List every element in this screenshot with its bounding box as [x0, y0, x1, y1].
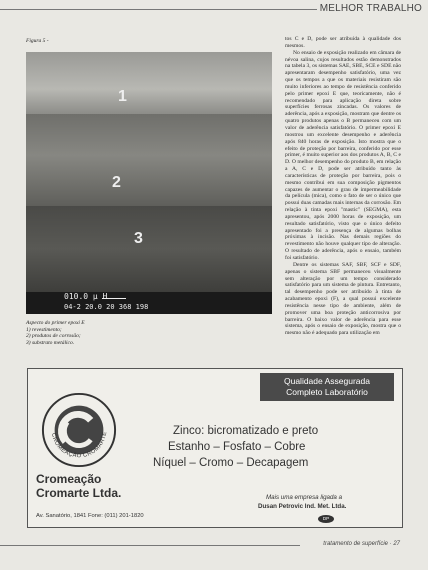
caption-line: 2) produtos de corrosão;	[26, 333, 81, 339]
paragraph: Dentre os sistemas SAF, SBF, SCF e SDF, apenas o sistema SBF permaneceu visualmente sem alteração por um tempo considerado satisfatório para um sistema de pintura. Entretanto, tal desempenho pode ser atribuído à tinta de acabamento epoxi (F), a qual possui excelente resistência nesse tipo de ambiente, além de promover uma boa proteção anticorrosiva por barreira. O baixo valor de aderência para esse sistema, após o ensaio de exposição, mostra que o mesmo não é adequado para utilização em	[285, 261, 401, 337]
micrograph-image	[26, 52, 272, 314]
service-line-2: Estanho – Fosfato – Cobre	[168, 441, 306, 453]
body-text	[285, 36, 401, 337]
paragraph: tos C e D, pode ser atribuída à qualidade dos mesmos.	[285, 36, 401, 49]
substrate-layer	[26, 206, 272, 292]
group-tagline: Mais uma empresa ligada a	[266, 494, 343, 501]
scale-text-2: 04-2 20.0 20 368 198	[64, 303, 149, 311]
scale-bar-area	[26, 292, 272, 314]
caption-line: Aspecto do primer epoxi E	[26, 320, 85, 326]
footer-rule	[0, 545, 300, 546]
logo-ring-text: CROMEAÇÃO CROMARTE	[49, 431, 109, 460]
section-title: MELHOR TRABALHO	[317, 3, 422, 14]
layer-number-1: 1	[118, 88, 127, 105]
quality-box	[260, 373, 394, 401]
layer-number-2: 2	[112, 174, 121, 191]
figure-label: Figura 5 -	[26, 38, 49, 44]
dp-badge-icon: DP	[318, 515, 334, 523]
service-line-3: Níquel – Cromo – Decapagem	[153, 457, 309, 469]
advertisement	[27, 368, 403, 528]
lab-line: Completo Laboratório	[286, 387, 368, 397]
company-address: Av. Sanatório, 1841 Fone: (011) 201-1820	[36, 513, 144, 519]
caption-line: 1) revestimento;	[26, 326, 62, 333]
scale-tick	[102, 298, 126, 299]
service-line-1: Zinco: bicromatizado e preto	[173, 425, 319, 437]
paragraph: No ensaio de exposição realizado em câmara de névoa salina, cujos resultados estão demonstrados na tabela 3, os sistemas SAE, SBE, SCE e SDE não apresentaram desempenho satisfatório, uma vez que os tempos a que os materiais resistiram são muito inferiores ao tempo de resistência conferido pelo primer epoxi E que, teoricamente, não é recomendado para aplicação direta sobre superfícies ferrosas zincadas. Os valores de aderência, após a exposição, mostram que dentre os quatro produtos apenas o B permaneceu com um valor de aderência satisfatório. O primer epoxi E mostrou um excelente desempenho e aderência após 840 horas de exposição. Isto mostra que o efeito de proteção por barreira, conferido por esse primer, é muito superior aos dos produtos A, B, C e D. O melhor desempenho do produto B, em relação a A, C e D, pode ser atribuído tanto às características de proteção por barreira, pois o mesmo contribui em sua composição pigmentos capazes de aumentar o grau de impermeabilidade da película (mica), como o fato de ser o único que possui duas camadas mais internas da corrosão. Em relação à tinta epoxi "mastic" (SEGMA), esta apresentou, após 2000 horas de exposição, um resultado satisfatório, visto que o único defeito apresentado foi a presença de algumas bolhas próximas à incisão. Nas demais regiões do revestimento não houve qualquer tipo de alteração. O resultado de aderência, após o ensaio, também foi satisfatório.	[285, 49, 401, 261]
layer-number-3: 3	[134, 230, 143, 247]
group-company: Dusan Petrovic Ind. Met. Ltda.	[258, 503, 347, 510]
coating-layer	[26, 52, 272, 114]
scale-text-1: 010.0 µ H	[64, 292, 108, 301]
cromarte-logo-icon	[40, 391, 118, 469]
figure-caption	[26, 320, 272, 346]
caption-line: 3) substrato metálico.	[26, 339, 75, 346]
page-footer	[0, 540, 428, 552]
quality-line: Qualidade Assegurada	[283, 376, 370, 386]
footer-text: tratamento de superfície · 27	[323, 541, 400, 547]
company-name-1: Cromeação	[36, 472, 102, 486]
company-name-2: Cromarte Ltda.	[36, 486, 122, 500]
corrosion-layer	[26, 114, 272, 206]
page-header	[0, 0, 428, 18]
